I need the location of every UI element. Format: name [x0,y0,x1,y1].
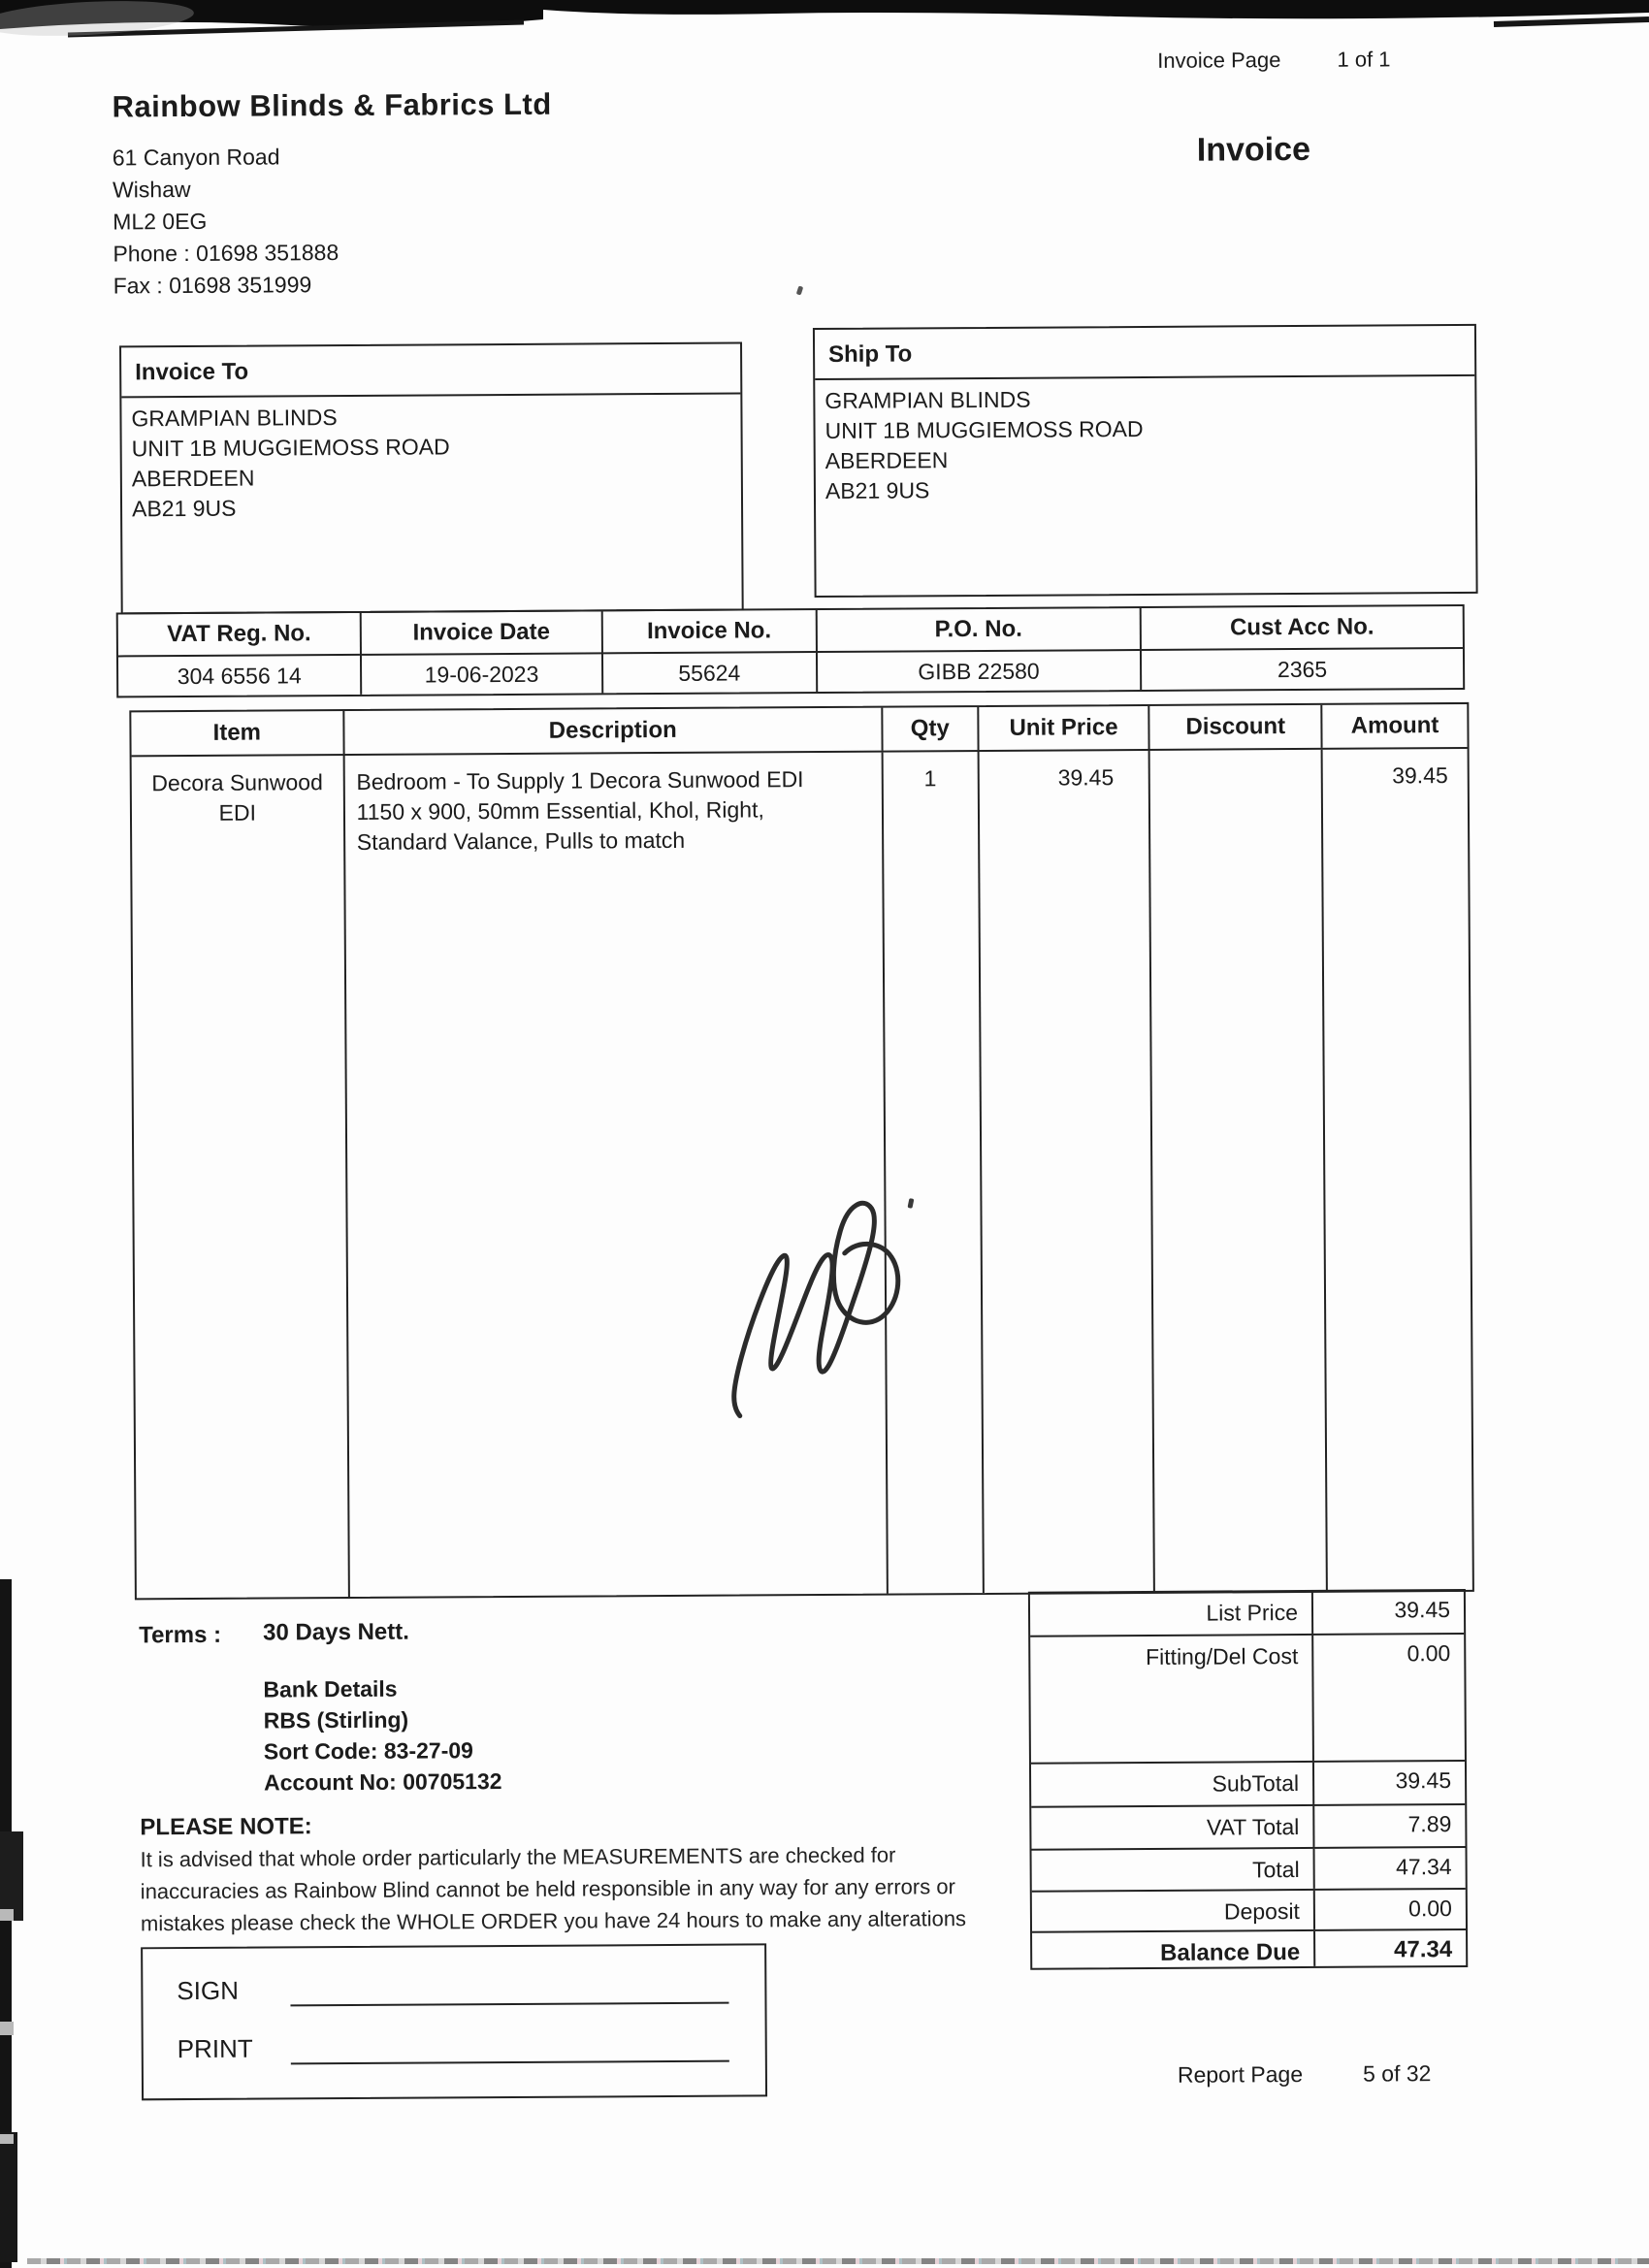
meta-col-vat [118,613,361,697]
vat-reg-no: 304 6556 14 [177,662,302,689]
print-label: PRINT [177,2033,253,2064]
disclaimer-line: mistakes please check the WHOLE ORDER you have 24 hours to make any alterations [140,1906,967,1936]
total-value: 47.34 [1313,1848,1466,1889]
signature-box [141,1943,767,2100]
report-page-label: Report Page [1177,2061,1304,2088]
items-header-unit-price: Unit Price [977,706,1148,750]
item-name-line: EDI [218,799,257,826]
item-unit-price-cell: 39.45 [977,751,1153,1593]
invoice-page-value: 1 of 1 [1337,47,1391,72]
invoice-to-box [119,342,744,615]
ship-to-address [815,376,1475,506]
bank-details-heading: Bank Details [263,1675,398,1702]
items-header-description: Description [342,708,881,754]
company-address-block [113,141,340,302]
invoice-page-label: Invoice Page [1157,48,1281,73]
invoice-page-indicator [1157,47,1390,73]
terms-value: 30 Days Nett. [263,1618,409,1646]
item-description-line: 1150 x 900, 50mm Essential, Khol, Right, [356,796,764,825]
bank-sort-code: Sort Code: 83-27-09 [263,1737,473,1765]
meta-header: Invoice No. [602,610,816,654]
company-address-line: 61 Canyon Road [112,144,280,171]
items-header-amount: Amount [1321,704,1468,748]
invoice-to-line: GRAMPIAN BLINDS [131,405,338,432]
items-header-discount: Discount [1148,705,1321,749]
totals-box [1028,1589,1468,1970]
ship-to-box [813,324,1478,598]
report-page-value: 5 of 32 [1362,2060,1432,2087]
total-label: Deposit [1223,1898,1300,1925]
company-fax: Fax : 01698 351999 [113,272,312,299]
line-items-table [129,702,1474,1600]
total-value: 0.00 [1311,1635,1465,1761]
total-label: Total [1251,1857,1300,1883]
meta-col-date [360,611,601,695]
meta-header: Cust Acc No. [1142,606,1463,651]
total-row-vat-total [1031,1805,1465,1851]
meta-col-po-no [816,608,1141,692]
total-row-balance-due [1032,1930,1466,1968]
item-description-line: Standard Valance, Pulls to match [356,826,686,855]
company-name: Rainbow Blinds & Fabrics Ltd [112,86,552,124]
bank-details-block [263,1672,501,1798]
company-address-line: Wishaw [112,176,191,203]
ship-to-line: AB21 9US [824,477,930,503]
item-name-cell [132,756,348,1598]
item-amount-cell: 39.45 [1321,749,1472,1591]
ship-to-line: GRAMPIAN BLINDS [824,386,1031,413]
sign-line [290,2002,728,2007]
meta-header: P.O. No. [818,608,1140,653]
invoice-to-address [121,395,741,525]
total-value: 39.45 [1311,1591,1464,1634]
company-address-line: ML2 0EG [113,208,208,235]
sign-label: SIGN [177,1975,240,2006]
meta-header: Invoice Date [362,611,601,656]
meta-col-invoice-no [600,610,816,693]
total-value: 7.89 [1312,1805,1465,1847]
items-header-row [131,704,1467,757]
ship-to-line: UNIT 1B MUGGIEMOSS ROAD [824,415,1144,443]
total-value: 39.45 [1312,1762,1465,1804]
total-label: Balance Due [1160,1939,1301,1966]
document-title: Invoice [1196,130,1311,169]
disclaimer-line: It is advised that whole order particularly the MEASUREMENTS are checked for [140,1842,896,1872]
invoice-date: 19-06-2023 [424,661,539,688]
ship-to-heading: Ship To [815,326,1474,380]
bank-name: RBS (Stirling) [263,1706,409,1733]
items-header-item: Item [212,719,262,746]
po-no: GIBB 22580 [918,658,1040,684]
total-row-fitting-del-cost [1030,1635,1465,1765]
invoice-to-line: ABERDEEN [131,465,255,492]
total-row-total [1032,1848,1466,1893]
report-page-indicator [1178,2060,1432,2089]
meta-header: VAT Reg. No. [118,613,361,658]
item-description-line: Bedroom - To Supply 1 Decora Sunwood EDI [356,766,804,794]
item-discount-cell [1148,750,1326,1592]
meta-col-cust-acc [1140,606,1464,690]
handwritten-signature [689,1173,943,1456]
total-row-deposit [1032,1890,1466,1933]
invoice-no: 55624 [678,660,741,686]
item-name-line: Decora Sunwood [151,769,323,796]
invoice-meta-table [116,604,1466,697]
bank-account-no: Account No: 00705132 [263,1768,502,1796]
disclaimer-note [140,1838,966,1939]
items-header-qty: Qty [881,707,977,751]
item-qty-cell: 1 [881,752,982,1594]
terms-label: Terms : [139,1621,222,1649]
total-row-subtotal [1031,1762,1465,1808]
invoice-to-line: UNIT 1B MUGGIEMOSS ROAD [131,434,450,462]
total-value: 47.34 [1313,1930,1466,1966]
disclaimer-line: inaccuracies as Rainbow Blind cannot be held responsible in any way for any errors or [140,1874,955,1904]
please-note-heading: PLEASE NOTE: [140,1813,312,1841]
total-value: 0.00 [1313,1890,1466,1929]
print-line [291,2060,729,2065]
cust-acc-no: 2365 [1277,656,1328,682]
total-label: VAT Total [1206,1814,1300,1840]
total-label: List Price [1206,1600,1299,1626]
company-phone: Phone : 01698 351888 [113,240,340,267]
total-row-list-price [1030,1591,1464,1637]
invoice-to-heading: Invoice To [121,344,740,399]
invoice-to-line: AB21 9US [131,495,237,522]
ship-to-line: ABERDEEN [824,447,949,473]
total-label: SubTotal [1212,1770,1300,1797]
total-label: Fitting/Del Cost [1146,1643,1299,1669]
